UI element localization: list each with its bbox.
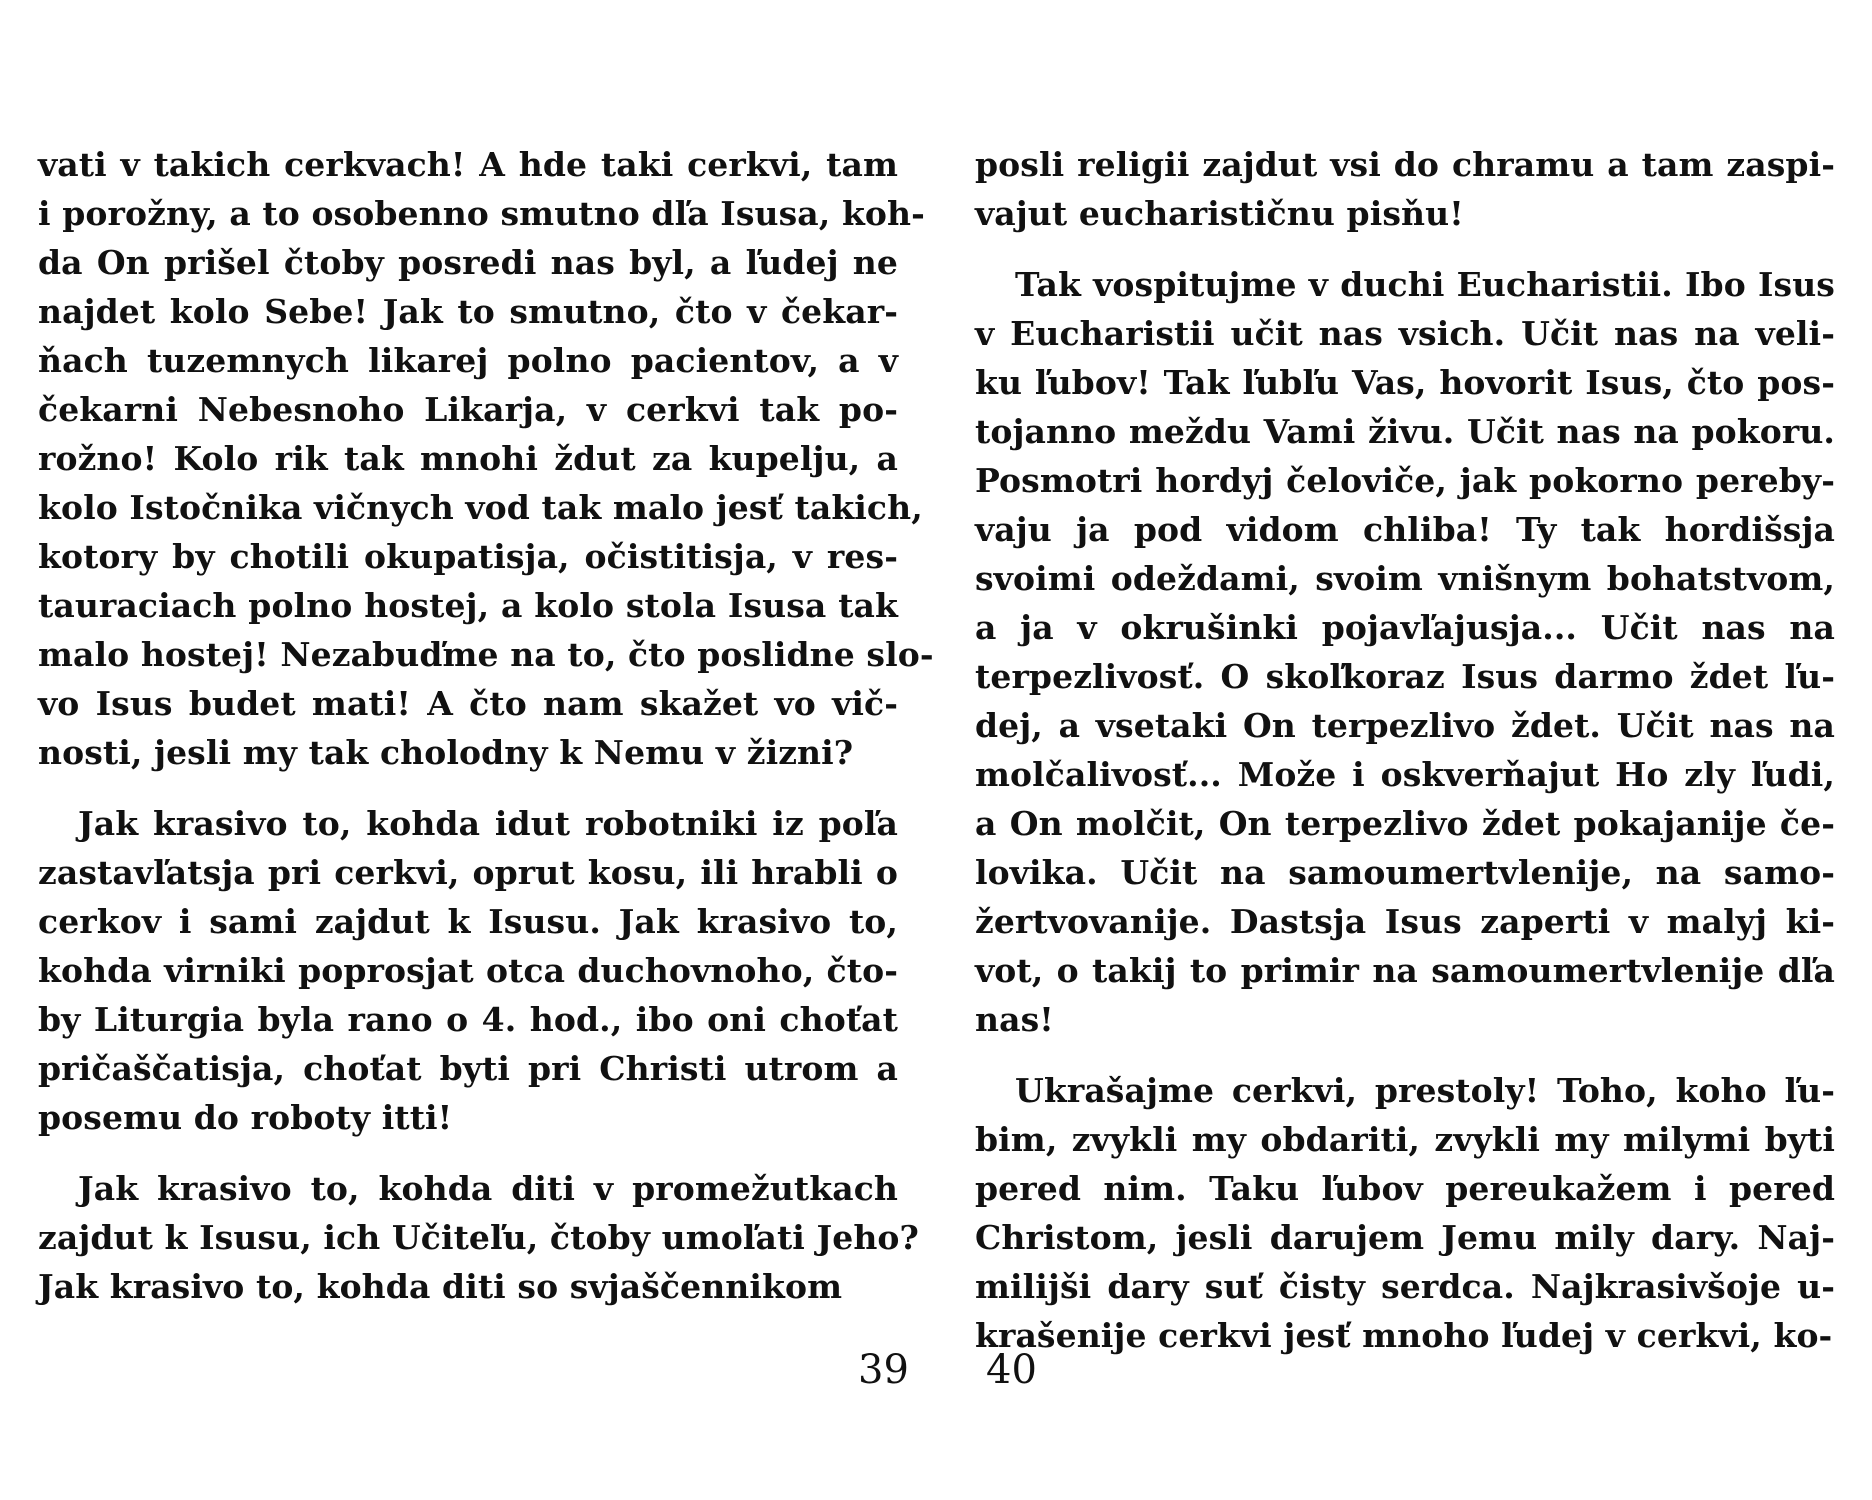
text-line: i porožny, a to osobenno smutno dľa Isusa, koh- xyxy=(38,194,925,233)
text-line: tauraciach polno hostej, a kolo stola Isusa tak xyxy=(38,586,898,625)
text-line: dej, a vsetaki On terpezlivo ždet. Učit nas na xyxy=(975,706,1835,745)
text-line: malo hostej! Nezabuďme na to, čto poslidne slo- xyxy=(38,635,934,674)
text-line: kotory by chotili okupatisja, očistitisja, v res- xyxy=(38,537,898,576)
text-line: zajdut k Isusu, ich Učiteľu, čtoby umoľati Jeho? xyxy=(38,1218,919,1257)
text-line: terpezlivosť. O skoľkoraz Isus darmo ždet ľu- xyxy=(975,657,1835,696)
text-line: by Liturgia byla rano o 4. hod., ibo oni choťat xyxy=(38,1000,898,1039)
text-line: Jak krasivo to, kohda idut robotniki iz poľa xyxy=(78,804,898,843)
text-line: žertvovanije. Dastsja Isus zaperti v malyj ki- xyxy=(975,902,1835,941)
text-line: cerkov i sami zajdut k Isusu. Jak krasivo to, xyxy=(38,902,898,941)
text-line: krašenije cerkvi jesť mnoho ľudej v cerkvi, ko- xyxy=(975,1316,1833,1355)
paragraph xyxy=(38,799,898,1142)
text-line: kohda virniki poprosjat otca duchovnoho, čto- xyxy=(38,951,898,990)
text-line: a On molčit, On terpezlivo ždet pokajanije če- xyxy=(975,804,1835,843)
text-line: lovika. Učit na samoumertvlenije, na samo- xyxy=(975,853,1835,892)
text-line: a ja v okrušinki pojavľajusja... Učit nas na xyxy=(975,608,1835,647)
text-line: vaju ja pod vidom chliba! Ty tak hordišsja xyxy=(975,510,1835,549)
text-line: rožno! Kolo rik tak mnohi ždut za kupelju, a xyxy=(38,439,898,478)
text-line: pered nim. Taku ľubov pereukažem i pered xyxy=(975,1169,1835,1208)
page-number-right: 40 xyxy=(986,1347,1037,1393)
paragraph-gap xyxy=(38,777,898,799)
text-line: milijši dary suť čisty serdca. Najkrasivšoje u- xyxy=(975,1267,1835,1306)
paragraph xyxy=(975,140,1835,238)
text-line: posemu do roboty itti! xyxy=(38,1098,453,1137)
text-line: tojanno meždu Vami živu. Učit nas na pokoru. xyxy=(975,412,1835,451)
text-line: molčalivosť... Može i oskverňajut Ho zly ľudi, xyxy=(975,755,1835,794)
text-line: vot, o takij to primir na samoumertvlenije dľa xyxy=(975,951,1835,990)
text-line: v Eucharistii učit nas vsich. Učit nas na veli- xyxy=(975,314,1835,353)
text-line: nosti, jesli my tak cholodny k Nemu v žizni? xyxy=(38,733,854,772)
paragraph xyxy=(975,1066,1835,1360)
text-line: zastavľatsja pri cerkvi, oprut kosu, ili hrabli o xyxy=(38,853,898,892)
paragraph-gap xyxy=(38,1142,898,1164)
text-line: Jak krasivo to, kohda diti v promežutkach xyxy=(78,1169,898,1208)
text-line: da On prišel čtoby posredi nas byl, a ľudej ne xyxy=(38,243,898,282)
text-line: ku ľubov! Tak ľubľu Vas, hovorit Isus, čto pos- xyxy=(975,363,1835,402)
page-number-left: 39 xyxy=(858,1347,909,1393)
text-line: kolo Istočnika vičnych vod tak malo jesť takich, xyxy=(38,488,923,527)
paragraph-gap xyxy=(975,238,1835,260)
text-line: vati v takich cerkvach! A hde taki cerkvi, tam xyxy=(38,145,898,184)
text-line: Christom, jesli darujem Jemu mily dary. Naj- xyxy=(975,1218,1835,1257)
text-line: pričaščatisja, choťat byti pri Christi utrom a xyxy=(38,1049,898,1088)
text-line: Tak vospitujme v duchi Eucharistii. Ibo Isus xyxy=(1015,265,1835,304)
paragraph xyxy=(975,260,1835,1044)
right-page xyxy=(975,140,1835,1370)
text-line: vajut eucharističnu pisňu! xyxy=(975,194,1464,233)
text-line: posli religii zajdut vsi do chramu a tam zaspi- xyxy=(975,145,1835,184)
text-line: bim, zvykli my obdariti, zvykli my milymi byti xyxy=(975,1120,1835,1159)
paragraph xyxy=(38,140,934,777)
text-line: Jak krasivo to, kohda diti so svjaščennikom xyxy=(38,1267,843,1306)
text-line: nas! xyxy=(975,1000,1054,1039)
text-line: Ukrašajme cerkvi, prestoly! Toho, koho ľu- xyxy=(1015,1071,1835,1110)
paragraph xyxy=(38,1164,919,1311)
text-line: ňach tuzemnych likarej polno pacientov, a v xyxy=(38,341,898,380)
paragraph-gap xyxy=(975,1044,1835,1066)
text-line: Posmotri hordyj čeloviče, jak pokorno pereby- xyxy=(975,461,1835,500)
text-line: vo Isus budet mati! A čto nam skažet vo vič- xyxy=(38,684,898,723)
text-line: čekarni Nebesnoho Likarja, v cerkvi tak po- xyxy=(38,390,898,429)
text-line: najdet kolo Sebe! Jak to smutno, čto v čekar- xyxy=(38,292,898,331)
text-line: svoimi odeždami, svoim vnišnym bohatstvom, xyxy=(975,559,1835,598)
